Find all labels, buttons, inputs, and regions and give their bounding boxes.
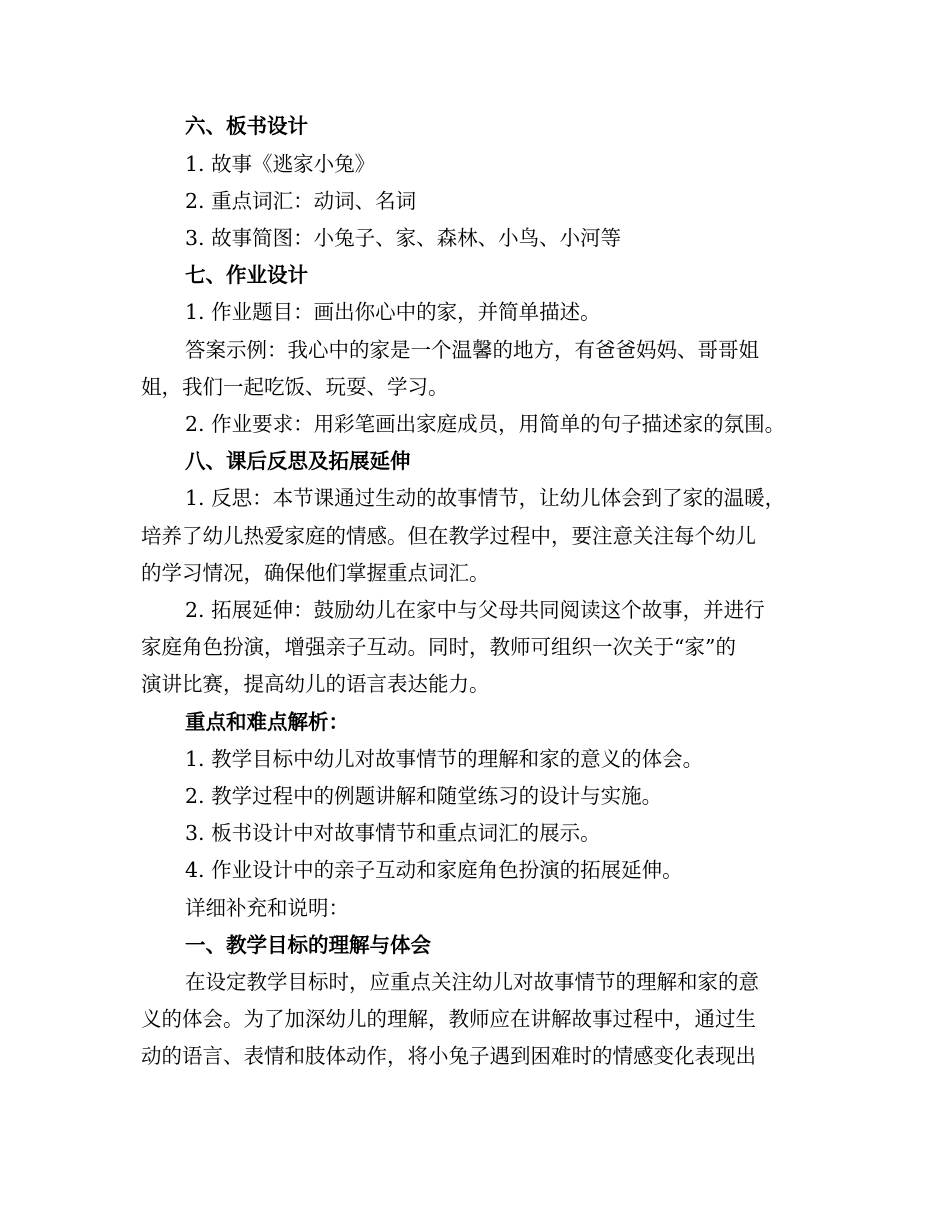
text-line: 2. 拓展延伸：鼓励幼儿在家中与父母共同阅读这个故事，并进行: [185, 598, 765, 622]
text-line: 动的语言、表情和肢体动作，将小兔子遇到困难时的情感变化表现出: [141, 1044, 756, 1068]
text-line: 答案示例：我心中的家是一个温馨的地方，有爸爸妈妈、哥哥姐: [185, 338, 759, 362]
text-line: 2. 重点词汇：动词、名词: [185, 189, 417, 213]
text-line: 3. 板书设计中对故事情节和重点词汇的展示。: [185, 821, 601, 845]
text-line: 1. 反思：本节课通过生动的故事情节，让幼儿体会到了家的温暖，: [185, 486, 786, 510]
text-line: 姐，我们一起吃饭、玩耍、学习。: [141, 375, 449, 399]
text-line: 义的体会。为了加深幼儿的理解，教师应在讲解故事过程中，通过生: [141, 1007, 756, 1031]
text-line: 2. 教学过程中的例题讲解和随堂练习的设计与实施。: [185, 784, 663, 808]
text-line: 1. 故事《逃家小兔》: [185, 152, 376, 176]
text-line: 演讲比赛，提高幼儿的语言表达能力。: [141, 672, 490, 696]
text-line: 的学习情况，确保他们掌握重点词汇。: [141, 561, 490, 585]
section-heading-homework-design: 七、作业设计: [185, 263, 308, 287]
text-line: 1. 作业题目：画出你心中的家，并简单描述。: [185, 300, 601, 324]
text-line: 1. 教学目标中幼儿对故事情节的理解和家的意义的体会。: [185, 747, 704, 771]
section-heading-key-points: 重点和难点解析：: [185, 710, 349, 734]
text-line: 4. 作业设计中的亲子互动和家庭角色扮演的拓展延伸。: [185, 858, 683, 882]
text-line: 家庭角色扮演，增强亲子互动。同时，教师可组织一次关于“家”的: [141, 635, 736, 659]
text-line: 培养了幼儿热爱家庭的情感。但在教学过程中，要注意关注每个幼儿: [141, 524, 756, 548]
section-heading-teaching-goals: 一、教学目标的理解与体会: [185, 933, 431, 957]
text-line: 3. 故事简图：小兔子、家、森林、小鸟、小河等: [185, 226, 622, 250]
text-line: 详细补充和说明：: [185, 896, 349, 920]
text-line: 在设定教学目标时，应重点关注幼儿对故事情节的理解和家的意: [185, 970, 759, 994]
text-line: 2. 作业要求：用彩笔画出家庭成员，用简单的句子描述家的氛围。: [185, 412, 786, 436]
section-heading-reflection: 八、课后反思及拓展延伸: [185, 449, 411, 473]
section-heading-board-design: 六、板书设计: [185, 114, 308, 138]
